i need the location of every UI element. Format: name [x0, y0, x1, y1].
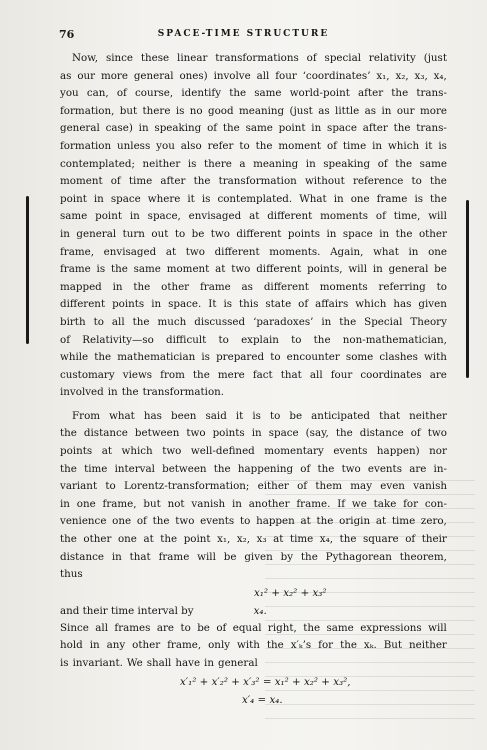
text-line: mapped in the other frame as different moments referring to: [60, 280, 447, 293]
text-line: in general turn out to be two different points in space in the other: [60, 227, 447, 240]
text-line: of Relativity—so difficult to explain to the non-mathematician,: [60, 333, 447, 346]
text-line: the other one at the point x₁, x₂, x₃ at time x₄, the square of their: [60, 533, 447, 546]
page-number: 76: [59, 28, 75, 41]
text-line: as our more general ones) involve all four ‘coordinates’ x₁, x₂, x₃, x₄,: [60, 69, 447, 82]
running-head: [0, 28, 487, 44]
interval-line: [60, 602, 447, 620]
text-line: in one frame, but not vanish in another frame. If we take for con-: [60, 497, 447, 510]
text-line: contemplated; neither is there a meaning in speaking of the same: [60, 157, 447, 170]
right-margin-line-icon: [466, 200, 469, 378]
text-line: Since all frames are to be of equal right, the same expressions will: [60, 621, 447, 634]
text-line: birth to all the much discussed ‘paradoxes’ in the Special Theory: [60, 315, 447, 328]
text-line: thus: [60, 568, 83, 581]
text-line: moment of time after the transformation without reference to the: [60, 175, 447, 188]
text-line: variant to Lorentz-transformation; either of them may even vanish: [60, 480, 447, 493]
text-line: you can, of course, identify the same world-point after the trans-: [60, 87, 447, 100]
interval-lead-text: and their time interval by: [60, 604, 194, 617]
text-line: frame is the same moment at two different points, will in general be: [60, 263, 447, 276]
general-equation-1: x′₁² + x′₂² + x′₃² = x₁² + x₂² + x₃²,: [180, 675, 351, 688]
text-line: point in space where it is contemplated. What in one frame is the: [60, 192, 447, 205]
text-line: is invariant. We shall have in general: [60, 657, 258, 669]
text-line: different points in space. It is this state of affairs which has given: [60, 298, 447, 311]
distance-equation: x₁² + x₂² + x₃²: [254, 586, 327, 599]
body-text: [60, 50, 447, 709]
text-line: From what has been said it is to be anticipated that neither: [72, 409, 447, 422]
text-line: Now, since these linear transformations of special relativity (just: [72, 52, 447, 64]
text-line: while the mathematician is prepared to encounter some clashes with: [60, 351, 447, 364]
header-title: SPACE-TIME STRUCTURE: [157, 29, 330, 39]
left-margin-line-icon: [26, 196, 29, 344]
text-line: points at which two well-defined momentary events happen) nor: [60, 445, 447, 458]
general-equation-2: x′₄ = x₄.: [242, 693, 283, 706]
text-line: frame, envisaged at two different moments. Again, what in one: [60, 245, 447, 258]
paragraph-3: [60, 620, 447, 673]
text-line: venience one of the two events to happen at the origin at time zero,: [60, 515, 447, 528]
text-line: same point in space, envisaged at different moments of time, will: [60, 210, 447, 223]
interval-equation: x₄.: [253, 604, 267, 617]
paragraph-2: [60, 408, 447, 584]
text-line: the time interval between the happening of the two events are in-: [60, 462, 447, 475]
text-line: the distance between two points in space (say, the distance of two: [60, 427, 447, 440]
paragraph-1: [60, 50, 447, 402]
text-line: involved in the transformation.: [60, 386, 225, 399]
text-line: hold in any other frame, only with the x′ₖ’s for the xₖ. But neither: [60, 639, 447, 652]
text-line: formation unless you also refer to the moment of time in which it is: [60, 139, 447, 152]
text-line: distance in that frame will be given by the Pythagorean theorem,: [60, 550, 447, 563]
text-line: customary views from the mere fact that all four coordinates are: [60, 368, 447, 381]
text-line: general case) in speaking of the same point in space after the trans-: [60, 122, 447, 135]
text-line: formation, but there is no good meaning (just as little as in our more: [60, 104, 447, 117]
